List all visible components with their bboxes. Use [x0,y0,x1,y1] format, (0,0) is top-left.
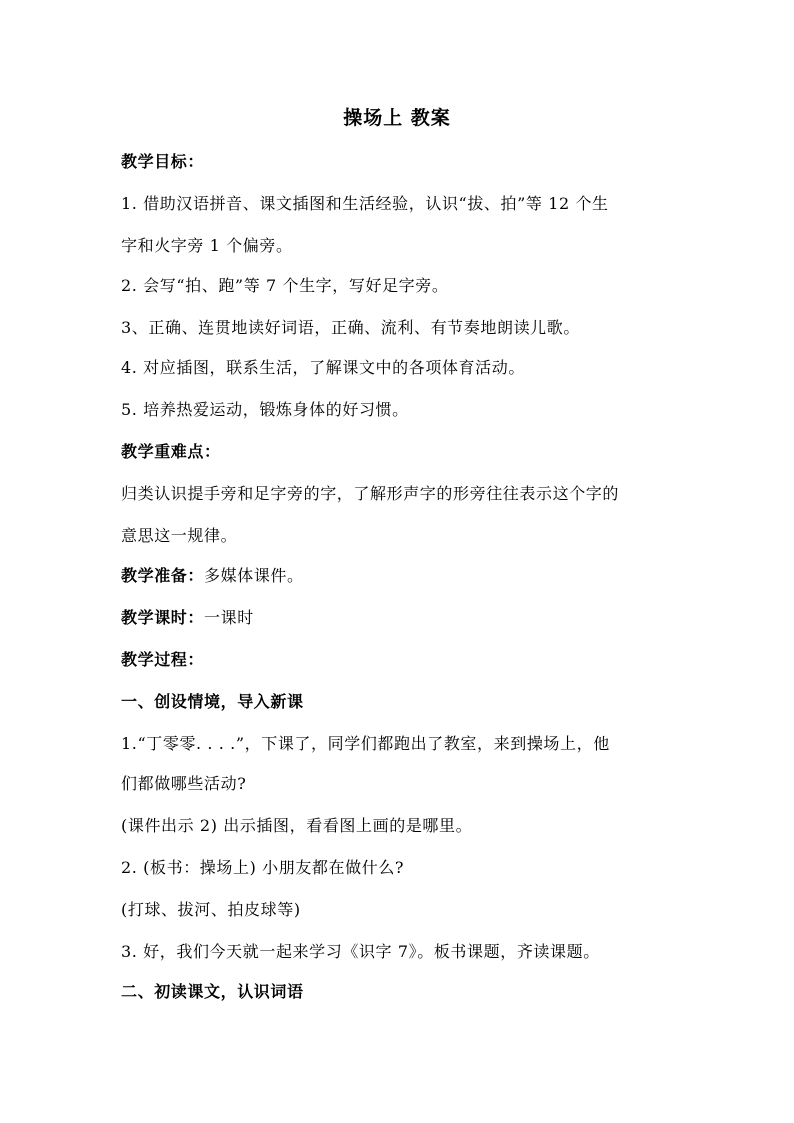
goal-line: 1. 借助汉语拼音、课文插图和生活经验，认识“拔、拍”等 12 个生 [121,194,609,213]
goal-line: 字和火字旁 1 个偏旁。 [121,236,293,255]
hours-line [121,606,681,630]
part1-line: 2. (板书：操场上) 小朋友都在做什么? [121,858,405,877]
key-points-heading: 教学重难点： [121,442,221,461]
prep-value: 多媒体课件。 [204,566,304,585]
process-heading: 教学过程： [121,650,205,669]
part1-line: 3. 好，我们今天就一起来学习《识字 7》。板书课题，齐读课题。 [121,942,600,961]
goals-heading: 教学目标： [121,152,205,171]
part1-line: (课件出示 2) 出示插图，看看图上画的是哪里。 [121,816,473,835]
prep-line [121,564,681,588]
goal-line: 3、正确、连贯地读好词语，正确、流利、有节奏地朗读儿歌。 [121,318,580,337]
key-points-line: 意思这一规律。 [121,526,238,545]
part1-line: 1.“丁零零. . . .”，下课了，同学们都跑出了教室，来到操场上，他 [121,734,610,753]
hours-label: 教学课时： [121,608,205,627]
part1-line: (打球、拔河、拍皮球等) [121,900,301,919]
goal-line: 5. 培养热爱运动，锻炼身体的好习惯。 [121,400,409,419]
key-points-line: 归类认识提手旁和足字旁的字，了解形声字的形旁往往表示这个字的 [121,484,620,503]
goal-line: 4. 对应插图，联系生活，了解课文中的各项体育活动。 [121,358,525,377]
document-title: 操场上 教案 [343,107,451,129]
prep-label: 教学准备： [121,566,205,585]
hours-value: 一课时 [204,608,254,627]
part2-heading: 二、初读课文，认识词语 [121,982,304,1001]
part1-line: 们都做哪些活动? [121,774,247,793]
goal-line: 2. 会写“拍、跑”等 7 个生字，写好足字旁。 [121,276,449,295]
part1-heading: 一、创设情境，导入新课 [121,692,304,711]
